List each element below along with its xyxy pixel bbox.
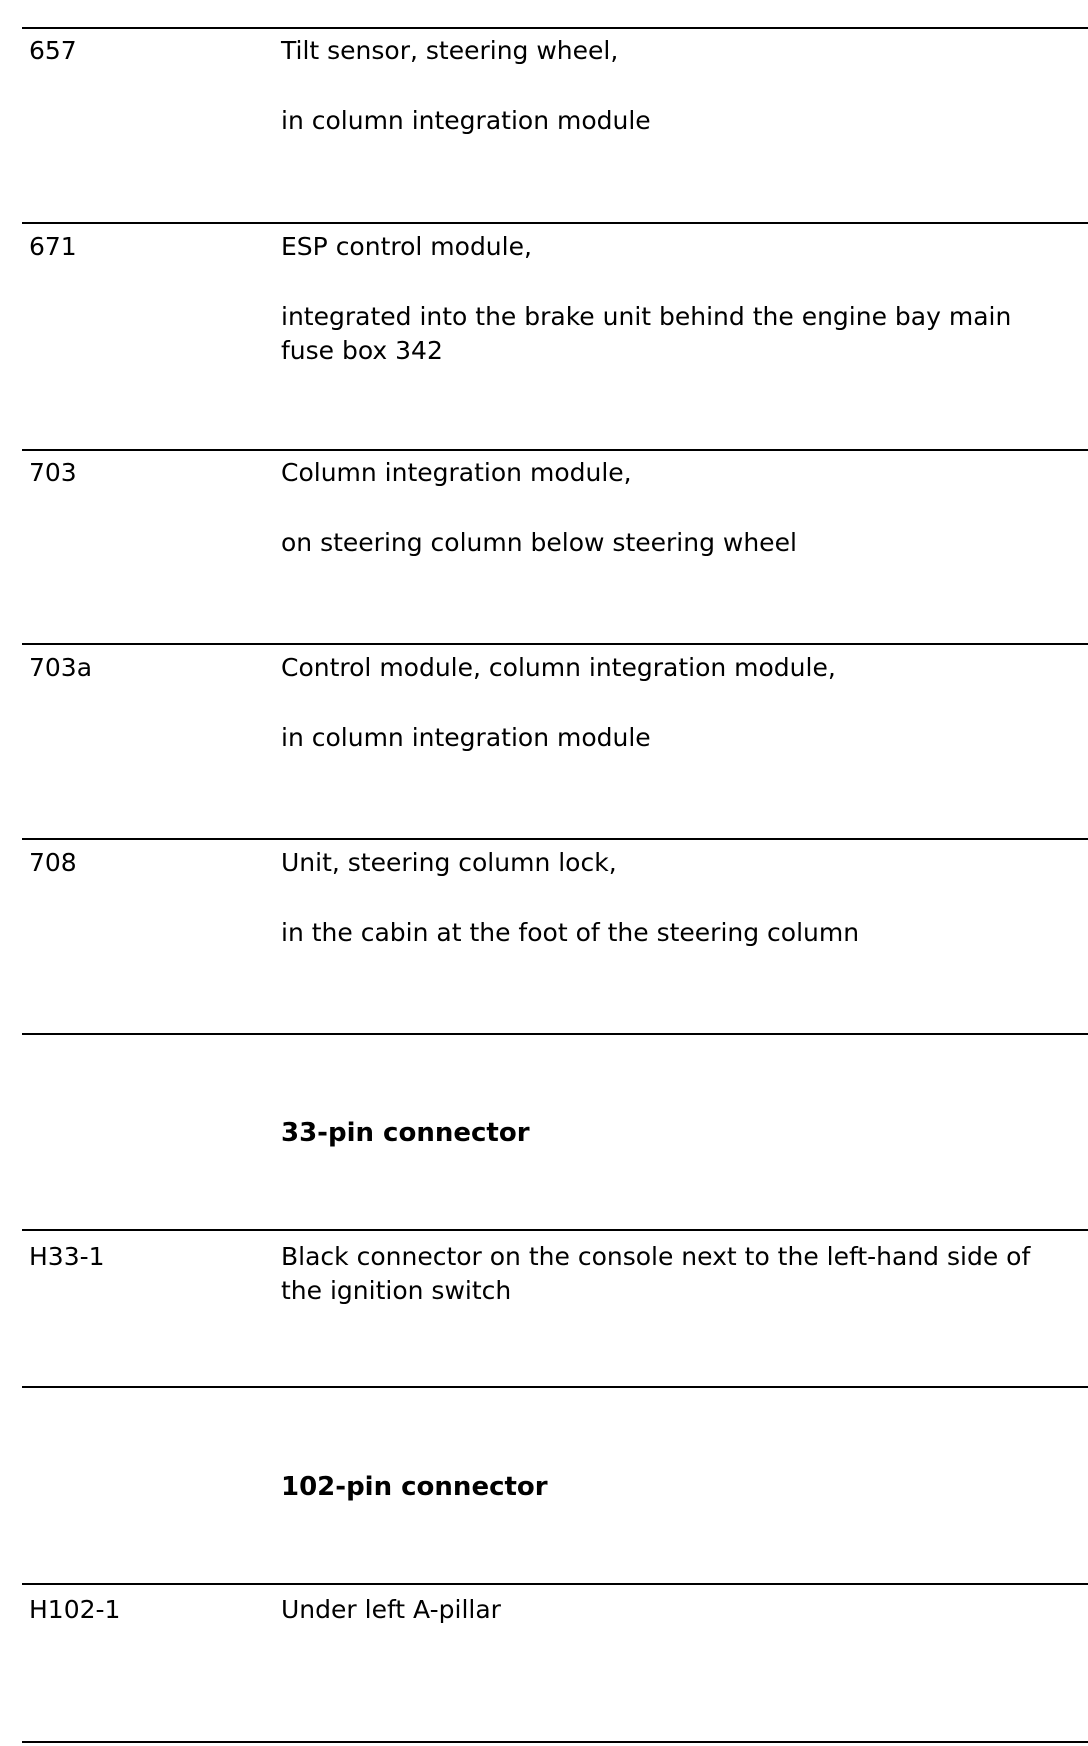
- component-title: Tilt sensor, steering wheel,: [281, 36, 619, 65]
- component-description: [281, 651, 1041, 755]
- connector-location: Under left A-pillar: [281, 1595, 501, 1624]
- component-code: 708: [29, 848, 77, 877]
- section-heading: 102-pin connector: [281, 1472, 548, 1502]
- component-location: integrated into the brake unit behind the engine bay main fuse box 342: [281, 302, 1012, 365]
- row-divider: [22, 222, 1088, 224]
- component-description: [281, 230, 1041, 368]
- component-title: ESP control module,: [281, 232, 532, 261]
- component-code: 703: [29, 458, 77, 487]
- component-description: [281, 34, 1041, 138]
- row-divider: [22, 838, 1088, 840]
- component-location: on steering column below steering wheel: [281, 528, 797, 557]
- component-location: in the cabin at the foot of the steering column: [281, 918, 860, 947]
- component-code: 671: [29, 232, 77, 261]
- section-heading: 33-pin connector: [281, 1118, 530, 1148]
- row-divider: [22, 643, 1088, 645]
- row-divider: [22, 1583, 1088, 1585]
- row-divider: [22, 1741, 1088, 1743]
- component-location: in column integration module: [281, 723, 651, 752]
- row-divider: [22, 1033, 1088, 1035]
- component-location: in column integration module: [281, 106, 651, 135]
- connector-code: H33-1: [29, 1242, 105, 1271]
- component-title: Control module, column integration module,: [281, 653, 836, 682]
- row-divider: [22, 449, 1088, 451]
- connector-location: Black connector on the console next to the left-hand side of the ignition switch: [281, 1242, 1031, 1305]
- connector-code: H102-1: [29, 1595, 121, 1624]
- row-divider: [22, 1386, 1088, 1388]
- row-divider: [22, 1229, 1088, 1231]
- component-title: Column integration module,: [281, 458, 632, 487]
- row-divider: [22, 27, 1088, 29]
- component-description: [281, 456, 1041, 560]
- component-code: 657: [29, 36, 77, 65]
- component-title: Unit, steering column lock,: [281, 848, 617, 877]
- component-description: [281, 846, 1041, 950]
- component-code: 703a: [29, 653, 93, 682]
